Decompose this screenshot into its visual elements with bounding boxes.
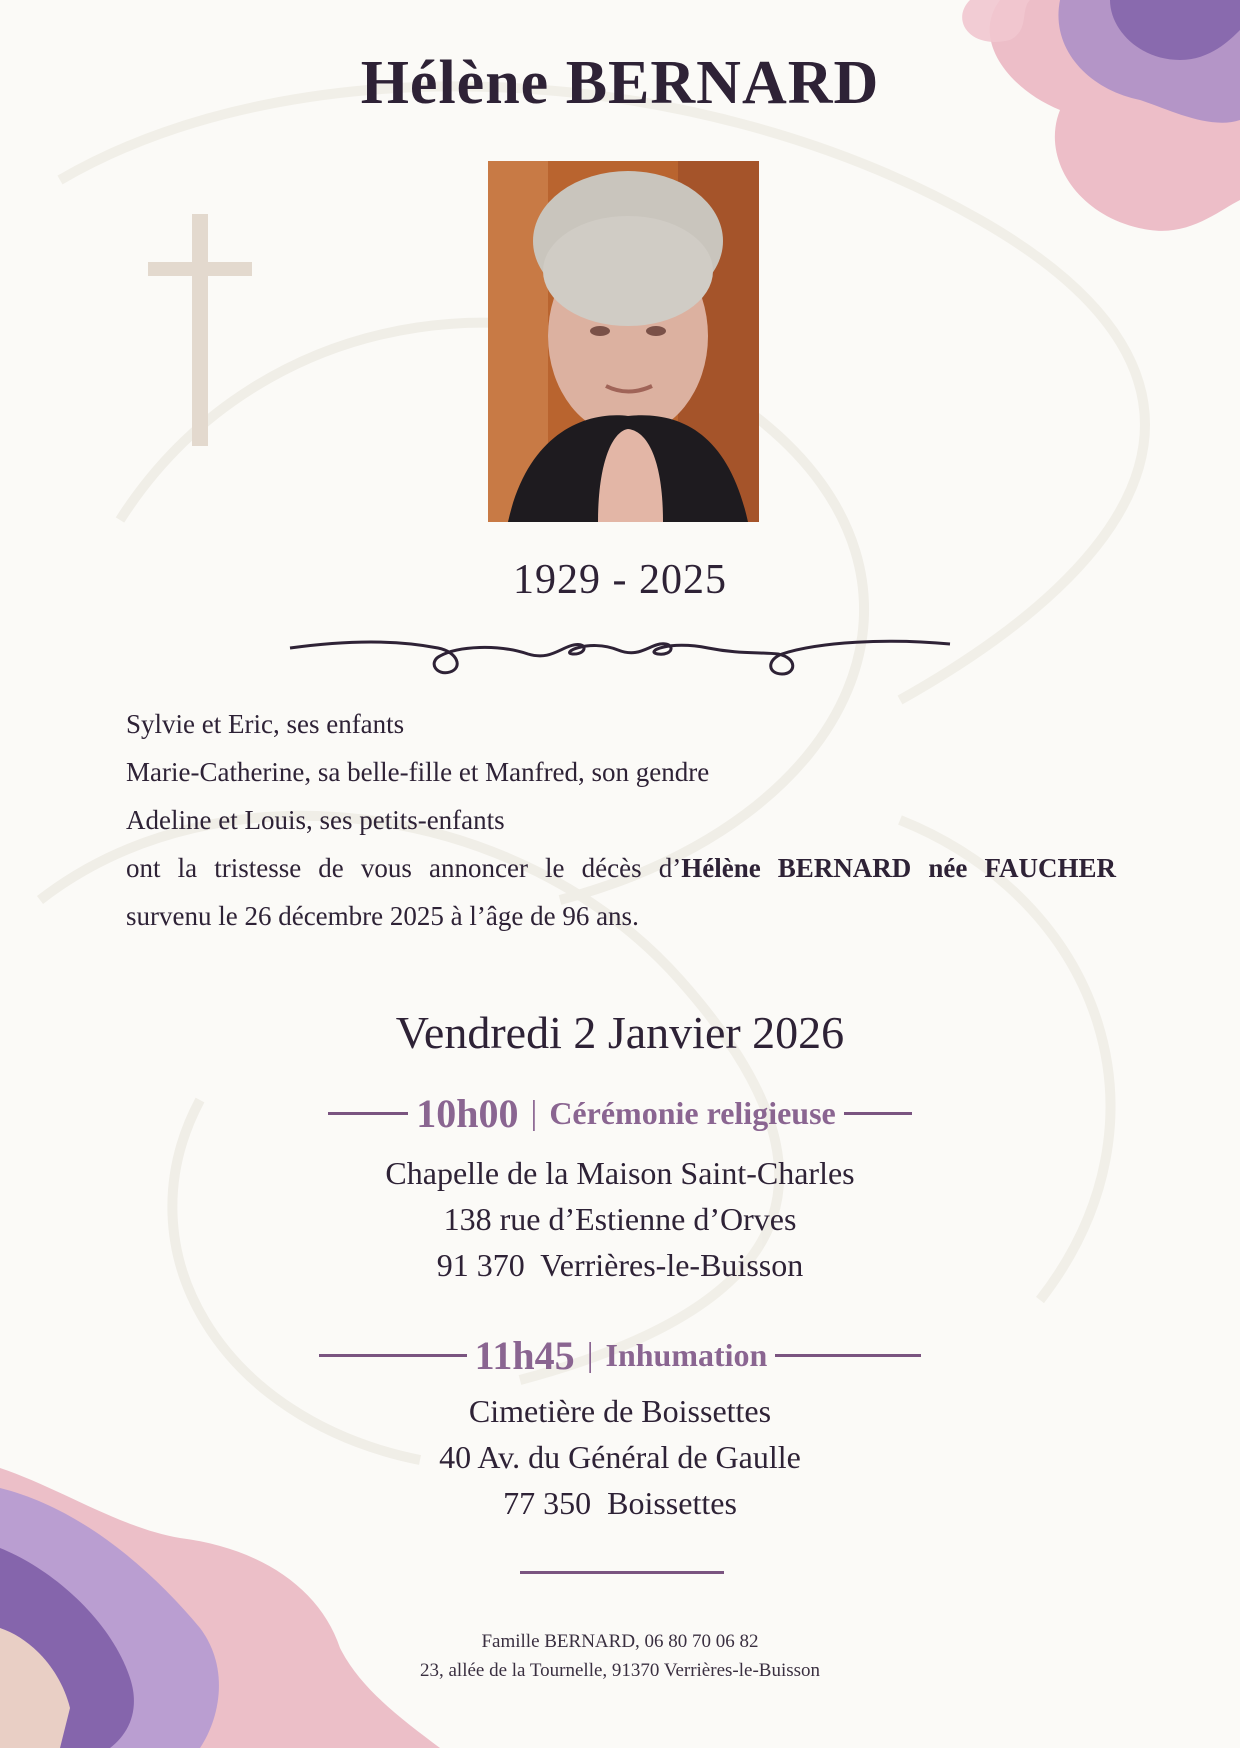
event-separator: | (586, 1336, 594, 1374)
announcement-line: survenu le 26 décembre 2025 à l’âge de 96 ans. (126, 901, 639, 931)
swirl-divider (288, 630, 952, 680)
announcement-prefix: ont la tristesse de vous annoncer le décès d’ (126, 853, 682, 883)
event-label: Inhumation (605, 1337, 768, 1373)
footer-address: 23, allée de la Tournelle, 91370 Verrières-le-Buisson (419, 1660, 821, 1681)
address-line: 77 350 Boissettes (503, 1485, 737, 1521)
cross-icon (148, 214, 252, 446)
life-years: 1929 - 2025 (513, 557, 727, 603)
heading-rule (319, 1354, 467, 1357)
event-heading-ceremony (0, 1090, 1240, 1137)
portrait-photo (488, 161, 759, 522)
bottom-divider (520, 1571, 724, 1574)
event-separator: | (530, 1094, 538, 1132)
event-address-ceremony (0, 1150, 1240, 1288)
heading-rule (328, 1112, 408, 1115)
announcement-line: Adeline et Louis, ses petits-enfants (126, 805, 505, 835)
announcement-line: Sylvie et Eric, ses enfants (126, 709, 405, 739)
event-label: Cérémonie religieuse (549, 1095, 836, 1131)
event-time: 10h00 (416, 1091, 519, 1136)
event-address-burial (0, 1388, 1240, 1526)
address-line: 138 rue d’Estienne d’Orves (443, 1201, 797, 1237)
event-heading-burial (0, 1332, 1240, 1379)
address-line: 91 370 Verrières-le-Buisson (436, 1247, 804, 1283)
flower-decoration-top-right (910, 0, 1240, 240)
ceremony-date: Vendredi 2 Janvier 2026 (395, 1007, 845, 1058)
heading-rule (844, 1112, 912, 1115)
announcement-line (126, 844, 1116, 892)
address-line: 40 Av. du Général de Gaulle (439, 1439, 801, 1475)
announcement-deceased-name: Hélène BERNARD née FAUCHER (681, 853, 1117, 883)
address-line: Chapelle de la Maison Saint-Charles (385, 1155, 855, 1191)
address-line: Cimetière de Boissettes (468, 1393, 772, 1429)
family-contact (0, 1627, 1240, 1685)
event-time: 11h45 (474, 1333, 575, 1378)
announcement-line: Marie-Catherine, sa belle-fille et Manfred, son gendre (126, 757, 710, 787)
footer-contact: Famille BERNARD, 06 80 70 06 82 (481, 1631, 759, 1652)
heading-rule (775, 1354, 921, 1357)
announcement-text (126, 700, 1116, 940)
deceased-name-title: Hélène BERNARD (360, 49, 880, 117)
